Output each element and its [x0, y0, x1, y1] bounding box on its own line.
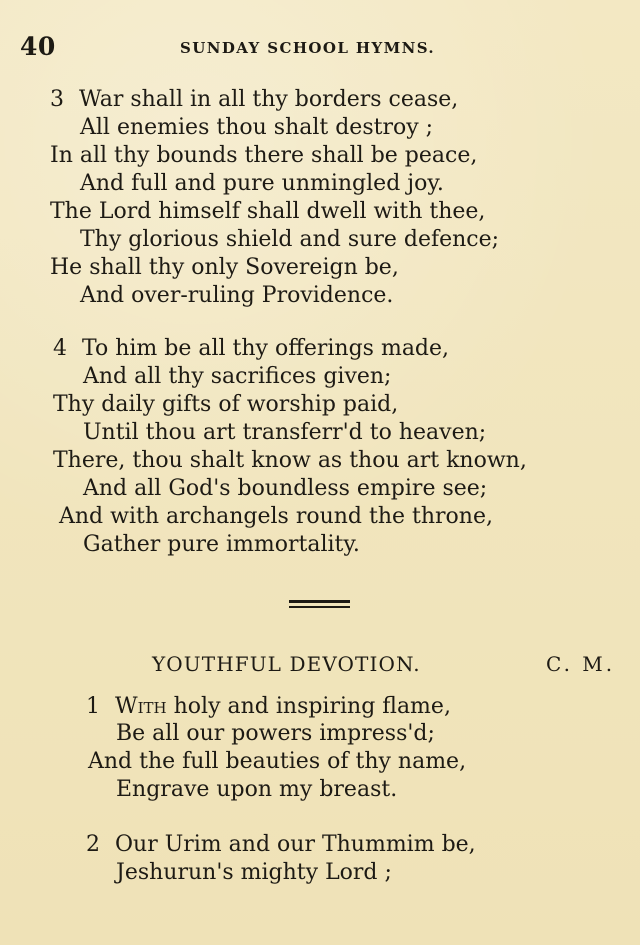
stanza-line-text: holy and inspiring flame, [173, 694, 451, 719]
stanza-line: All enemies thou shalt destroy ; [80, 115, 434, 140]
stanza-line: Gather pure immortality. [83, 532, 360, 557]
stanza-line-text: To him be all thy offerings made, [82, 336, 450, 361]
stanza-line: And all thy sacrifices given; [83, 364, 392, 389]
stanza-line: And full and pure unmingled joy. [80, 171, 444, 196]
page-header [20, 32, 620, 62]
stanza-line [50, 88, 458, 112]
stanza-line: The Lord himself shall dwell with thee, [50, 199, 486, 224]
stanza-line [86, 695, 451, 719]
stanza-number: 2 [86, 832, 100, 857]
stanza-line [53, 337, 449, 361]
stanza-2 [86, 833, 640, 893]
stanza-line: And over-ruling Providence. [80, 283, 394, 308]
stanza-line: Until thou art transferr'd to heaven; [83, 420, 487, 445]
stanza-number: 1 [86, 694, 100, 719]
stanza-number: 4 [53, 336, 67, 361]
first-word: With [115, 694, 167, 719]
running-title: SUNDAY SCHOOL HYMNS. [180, 39, 436, 57]
page-number: 40 [20, 32, 56, 61]
stanza-line: He shall thy only Sovereign be, [50, 255, 399, 280]
stanza-line [86, 833, 476, 857]
stanza-line: And all God's boundless empire see; [83, 476, 488, 501]
stanza-line-text: War shall in all thy borders cease, [79, 87, 459, 112]
section-divider [289, 600, 350, 608]
stanza-line: And with archangels round the throne, [59, 504, 493, 529]
stanza-3 [50, 88, 620, 308]
stanza-1 [86, 695, 640, 805]
stanza-4 [53, 337, 623, 557]
stanza-line: Thy daily gifts of worship paid, [53, 392, 399, 417]
stanza-line: In all thy bounds there shall be peace, [50, 143, 478, 168]
stanza-number: 3 [50, 87, 64, 112]
stanza-line: There, thou shalt know as thou art known, [53, 448, 527, 473]
stanza-line: And the full beauties of thy name, [88, 749, 467, 774]
hymn-title: YOUTHFUL DEVOTION. [152, 652, 421, 676]
hymn-meter: C. M. [546, 652, 616, 676]
stanza-line: Thy glorious shield and sure defence; [80, 227, 500, 252]
stanza-line: Jeshurun's mighty Lord ; [116, 860, 392, 885]
stanza-line: Engrave upon my breast. [116, 777, 398, 802]
stanza-line-text: Our Urim and our Thummim be, [115, 832, 476, 857]
stanza-line: Be all our powers impress'd; [116, 721, 435, 746]
